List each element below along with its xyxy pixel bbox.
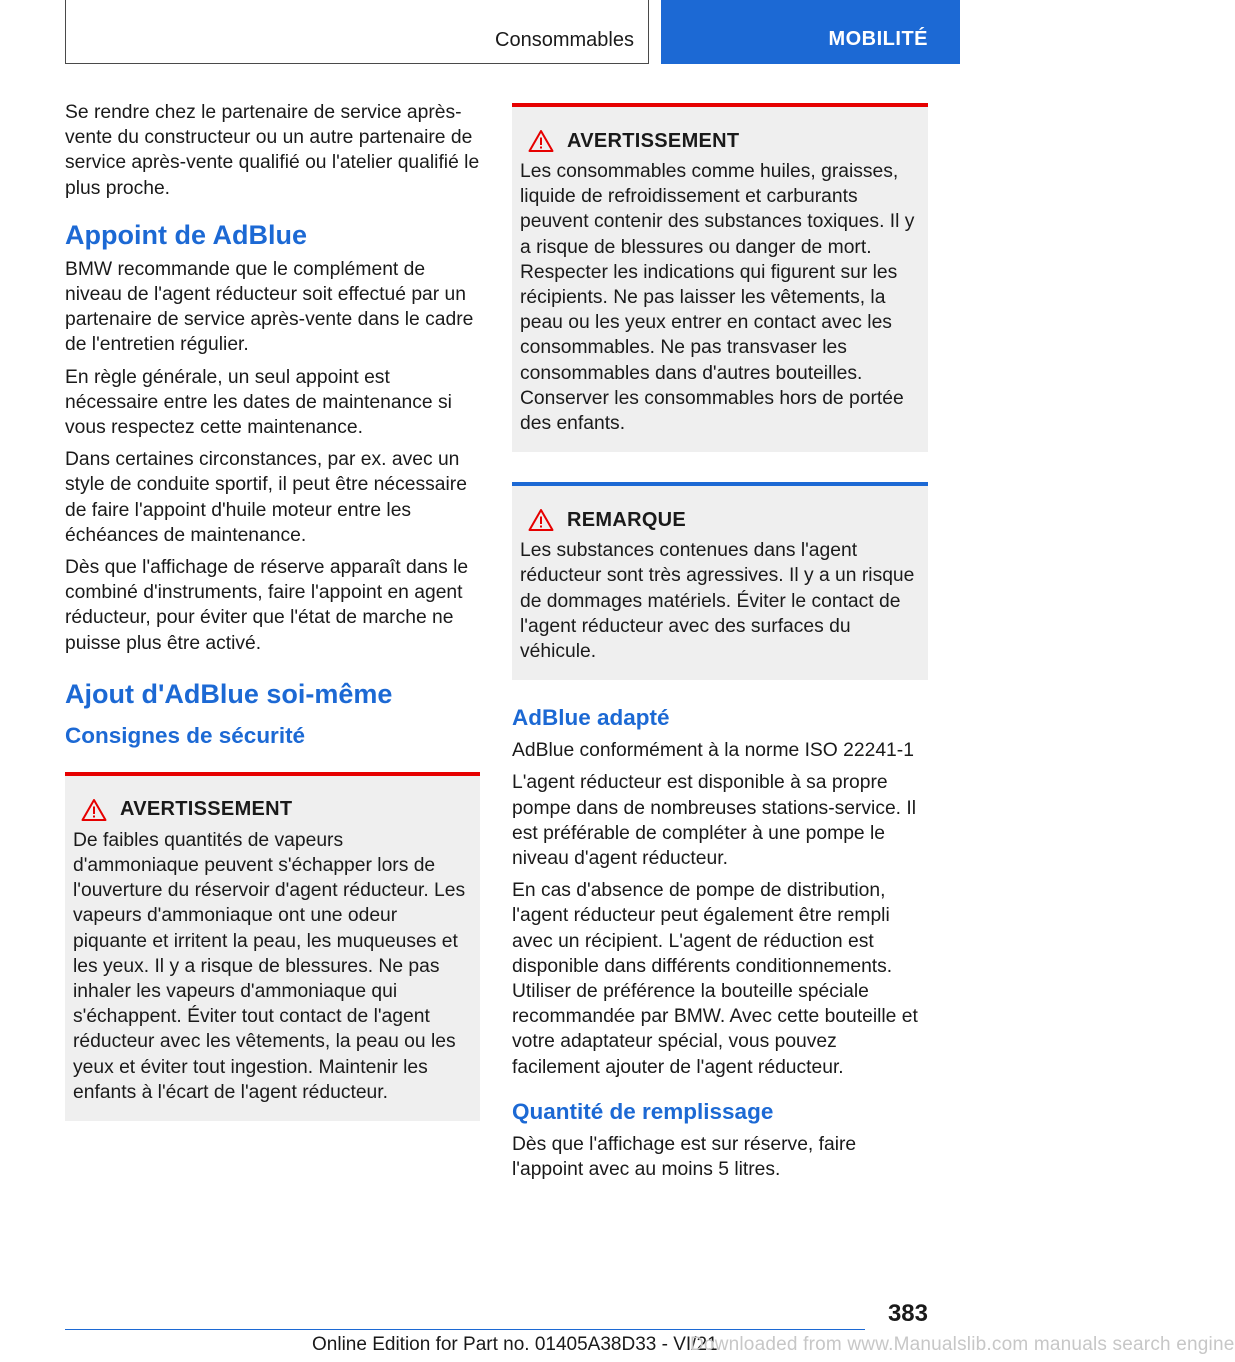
appoint-paragraph-3: Dans certaines circonstances, par ex. avec un style de conduite sportif, il peut être nécessaire de faire l'appoint d'huile moteur entre les échéances de maintenance. [65, 449, 467, 546]
heading-quantite-remplissage: Quantité de remplissage [512, 1098, 774, 1124]
intro-paragraph: Se rendre chez le partenaire de service après-vente du constructeur ou un autre partenaire de service après-vente qualifié ou l'atelier qualifié le plus proche. [65, 102, 480, 199]
appoint-paragraph-4: Dès que l'affichage de réserve apparaît dans le combiné d'instruments, faire l'appoint en agent réducteur, pour éviter que l'état de marche ne puisse plus être activé. [65, 557, 469, 654]
heading-adblue-adapte: AdBlue adapté [512, 705, 670, 731]
warning-triangle-icon [528, 129, 554, 153]
warning-box-header [520, 129, 920, 153]
adapte-paragraph-2: L'agent réducteur est disponible à sa propre pompe dans de nombreuses stations-service. Il est préférable de compléter à une pompe le niveau d'agent réducteur. [512, 772, 917, 870]
heading-consignes-securite: Consignes de sécurité [65, 722, 306, 748]
remarque-box-title: REMARQUE [567, 508, 687, 531]
warning-box-text: De faibles quantités de vapeurs d'ammoniaque peuvent s'échapper lors de l'ouverture du réservoir d'agent réducteur. Les vapeurs d'ammoniaque ont une odeur piquante et irritent la peau, les muqueuses et les yeux. Il y a risque de blessures. Ne pas inhaler les vapeurs d'ammoniaque qui s'échappent. Éviter tout contact de l'agent réducteur avec les vêtements, la peau ou les yeux et éviter tout ingestion. Maintenir les enfants à l'écart de l'agent réducteur. [73, 829, 466, 1103]
warning-box-consumables [512, 103, 928, 452]
warning-box-header [73, 798, 472, 822]
heading-ajout-adblue: Ajout d'AdBlue soi-même [65, 678, 393, 709]
header-section-box [65, 0, 649, 64]
warning-triangle-icon [81, 798, 107, 822]
warning-triangle-icon [528, 508, 554, 532]
appoint-paragraph-1: BMW recommande que le complément de niveau de l'agent réducteur soit effectué par un partenaire de service après-vente dans le cadre de l'entretien régulier. [65, 258, 474, 356]
warning-box-ammonia [65, 772, 480, 1121]
header-chapter-label: MOBILITÉ [828, 28, 928, 50]
remarque-box [512, 482, 928, 680]
remarque-box-header [520, 508, 920, 532]
footer-edition-text: Online Edition for Part no. 01405A38D33 - VI/21 [312, 1334, 718, 1355]
warning-box-text: Les consommables comme huiles, graisses, liquide de refroidissement et carburants peuvent contenir des substances toxiques. Il y a risque de blessures ou danger de mort. Respecter les indications qui figurent sur les récipients. Ne pas laisser les vêtements, la peau ou les yeux entrer en contact avec les consommables. Ne pas transvaser les consommables dans d'autres bouteilles. Conserver les consommables hors de portée des enfants. [520, 161, 915, 435]
heading-appoint-adblue: Appoint de AdBlue [65, 219, 307, 250]
page-number: 383 [887, 1300, 928, 1327]
header-chapter-tab[interactable] [661, 0, 960, 64]
quantite-paragraph: Dès que l'affichage est sur réserve, faire l'appoint avec au moins 5 litres. [512, 1133, 857, 1181]
remarque-box-text: Les substances contenues dans l'agent réducteur sont très agressives. Il y a un risque de dommages matériels. Éviter le contact de l'agent réducteur avec des surfaces du véhicule. [520, 540, 915, 663]
header-section-title: Consommables [495, 29, 634, 51]
left-column [65, 100, 480, 1121]
adapte-paragraph-3: En cas d'absence de pompe de distribution, l'agent réducteur peut également être rempli avec un récipient. L'agent de réduction est disponible dans différents conditionnements. Utiliser de préférence la bouteille spéciale recommandée par BMW. Avec cette bouteille et votre adaptateur spécial, vous pouvez facilement ajouter de l'agent réducteur. [512, 880, 918, 1078]
appoint-paragraph-2: En règle générale, un seul appoint est nécessaire entre les dates de maintenance si vous respectez cette maintenance. [65, 366, 452, 439]
adapte-paragraph-1: AdBlue conformément à la norme ISO 22241-1 [512, 740, 914, 762]
footer-divider [65, 1329, 865, 1330]
right-column [512, 103, 928, 1189]
warning-box-title: AVERTISSEMENT [567, 129, 740, 152]
warning-box-title: AVERTISSEMENT [120, 798, 293, 821]
footer-watermark: Downloaded from www.Manualslib.com manuals search engine [690, 1334, 1235, 1355]
